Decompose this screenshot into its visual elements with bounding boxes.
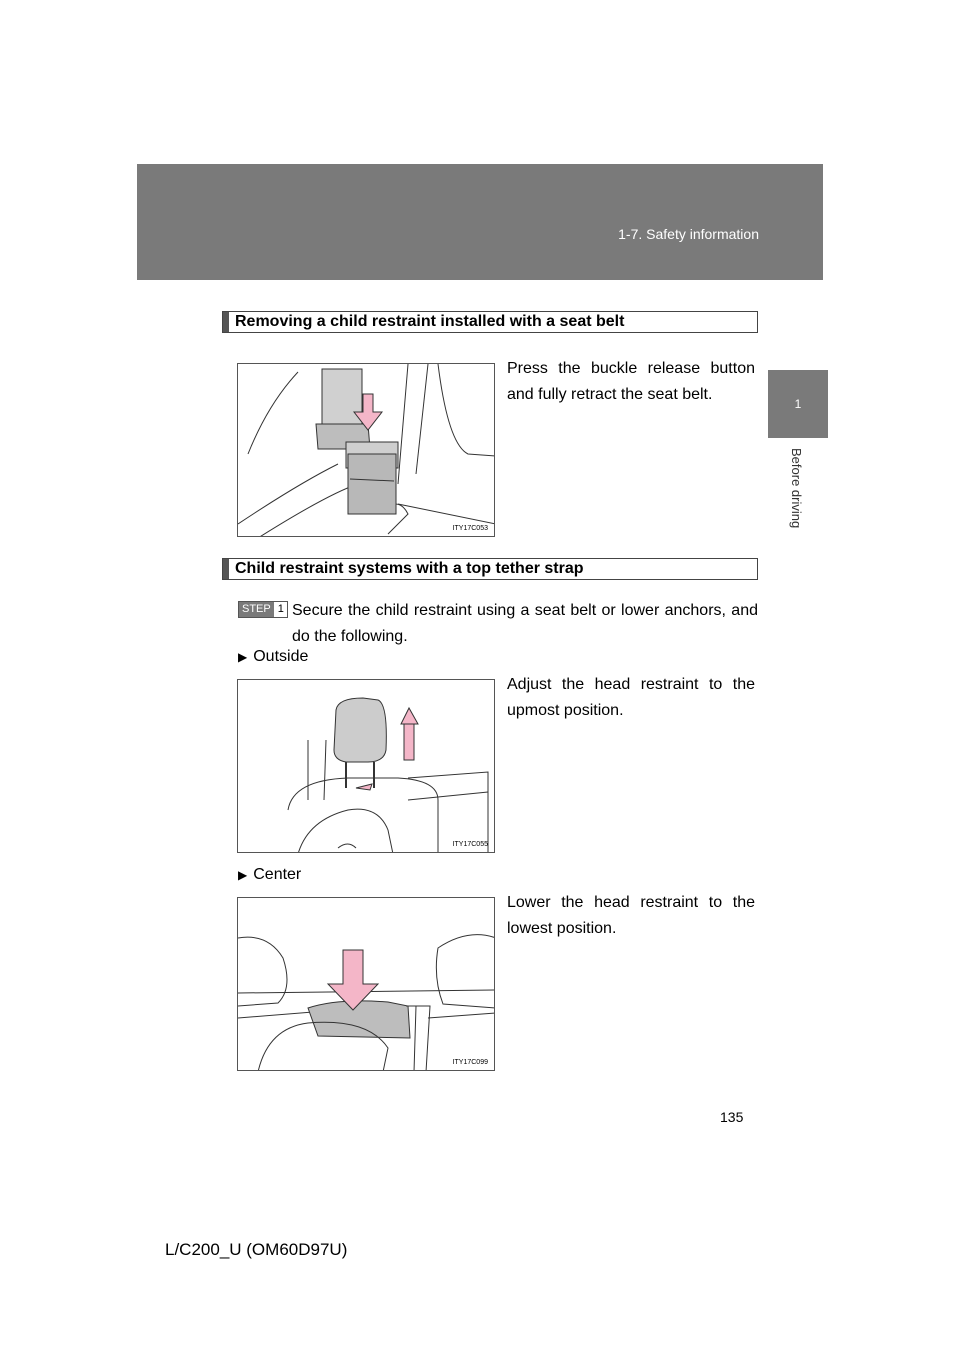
bullet-center-label: Center [253,866,302,883]
figure-buckle-release [237,363,495,537]
head-restraint-up-illustration [238,680,495,853]
bullet-outside-label: Outside [253,648,309,665]
step-text: Secure the child restraint using a seat belt or lower anchors, and do the following. [292,602,758,645]
triangle-bullet-icon: ▶ [238,650,248,664]
figure-code: ITY17C055 [452,841,488,848]
head-restraint-down-illustration [238,898,495,1071]
header-band [137,164,823,280]
description-outside: Adjust the head restraint to the upmost position. [507,676,755,719]
buckle-illustration [238,364,495,537]
description-center: Lower the head restraint to the lowest position. [507,894,755,937]
header-section-title: 1-7. Safety information [618,226,759,242]
figure-head-restraint-up [237,679,495,853]
step-number: 1 [277,603,284,615]
bullet-outside [238,644,308,670]
description-buckle-release: Press the buckle release button and fully retract the seat belt. [507,360,755,403]
chapter-tab[interactable] [768,370,828,438]
section-heading-removing [222,311,758,333]
step-label: STEP [239,602,274,617]
chapter-label: Before driving [789,448,804,529]
figure-head-restraint-down [237,897,495,1071]
triangle-bullet-icon: ▶ [238,868,248,882]
figure-code: ITY17C053 [452,525,488,532]
section-heading-top-tether [222,558,758,580]
bullet-center [238,862,301,888]
chapter-number: 1 [794,397,802,411]
section-heading-text: Removing a child restraint installed with a seat belt [235,313,625,330]
model-code: L/C200_U (OM60D97U) [165,1240,348,1259]
figure-code: ITY17C099 [452,1059,488,1066]
step-badge [238,601,288,618]
page-number: 135 [720,1109,744,1125]
section-heading-text: Child restraint systems with a top tether strap [235,560,584,577]
